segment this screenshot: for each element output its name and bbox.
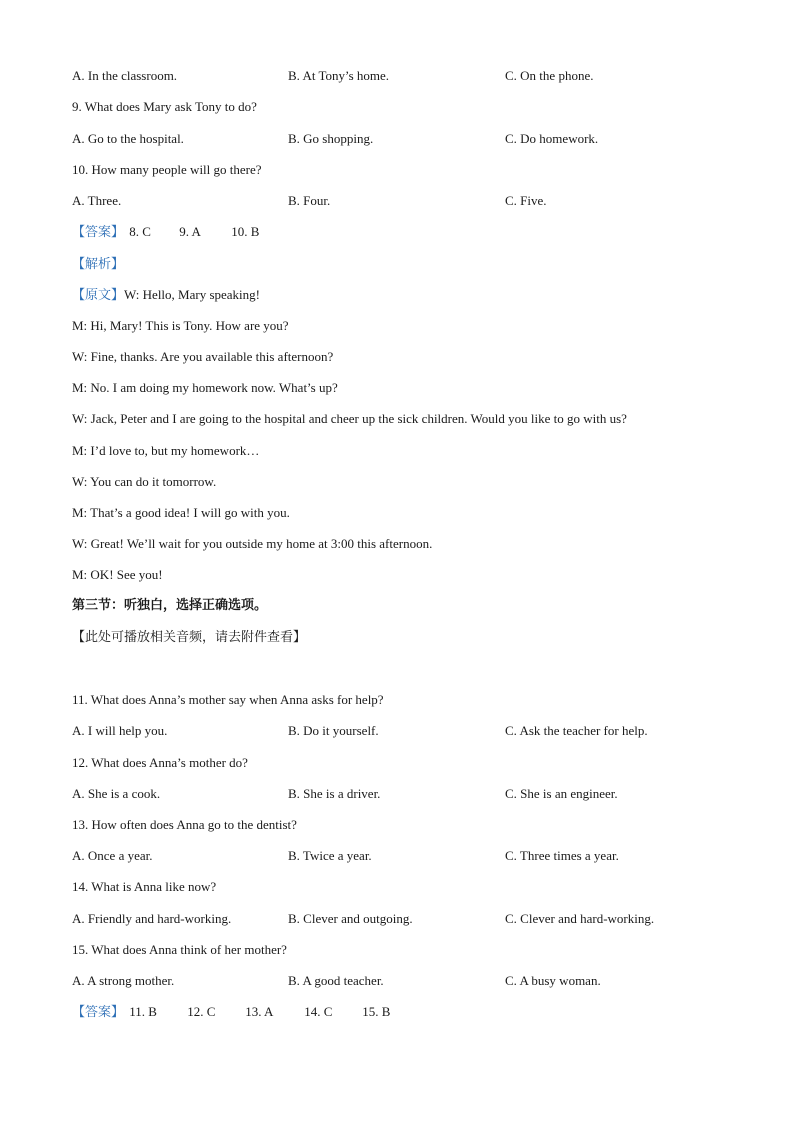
q14-option-c: C. Clever and hard-working. xyxy=(505,911,655,926)
q12-question: 12. What does Anna’s mother do? xyxy=(72,755,248,770)
answer-item: 10. B xyxy=(231,224,260,239)
q15-option-c: C. A busy woman. xyxy=(505,973,601,988)
q11-question: 11. What does Anna’s mother say when Anna asks for help? xyxy=(72,692,384,707)
q13-option-b: B. Twice a year. xyxy=(288,848,372,863)
answer-item: 8. C xyxy=(129,224,151,239)
q11-option-b: B. Do it yourself. xyxy=(288,723,379,738)
answer-item: 12. C xyxy=(187,1004,216,1019)
transcript-line: M: OK! See you! xyxy=(72,567,163,582)
transcript-line: M: That’s a good idea! I will go with you. xyxy=(72,505,290,520)
q9-option-a: A. Go to the hospital. xyxy=(72,131,184,146)
transcript-text: W: Hello, Mary speaking! xyxy=(124,287,260,302)
q11-option-a: A. I will help you. xyxy=(72,723,168,738)
q15-option-b: B. A good teacher. xyxy=(288,973,384,988)
transcript-line: W: You can do it tomorrow. xyxy=(72,474,217,489)
q10-option-c: C. Five. xyxy=(505,193,547,208)
q10-option-b: B. Four. xyxy=(288,193,331,208)
analysis-label: 【解析】 xyxy=(72,257,125,272)
q8-option-b: B. At Tony’s home. xyxy=(288,68,390,83)
q13-option-a: A. Once a year. xyxy=(72,848,153,863)
q14-option-b: B. Clever and outgoing. xyxy=(288,911,413,926)
q10-question: 10. How many people will go there? xyxy=(72,162,262,177)
transcript-first-line xyxy=(72,287,260,304)
transcript-line: M: Hi, Mary! This is Tony. How are you? xyxy=(72,318,289,333)
answer-label: 【答案】 xyxy=(72,1005,125,1020)
q10-option-a: A. Three. xyxy=(72,193,122,208)
answer-item: 15. B xyxy=(362,1004,391,1019)
transcript-line: W: Great! We’ll wait for you outside my home at 3:00 this afternoon. xyxy=(72,536,433,551)
answer-item: 14. C xyxy=(304,1004,333,1019)
transcript-label: 【原文】 xyxy=(72,288,125,303)
q9-option-c: C. Do homework. xyxy=(505,131,599,146)
q13-question: 13. How often does Anna go to the dentist? xyxy=(72,817,297,832)
section3-title: 第三节：听独白，选择正确选项。 xyxy=(72,598,268,613)
q14-option-a: A. Friendly and hard-working. xyxy=(72,911,232,926)
q14-question: 14. What is Anna like now? xyxy=(72,879,217,894)
q11-option-c: C. Ask the teacher for help. xyxy=(505,723,648,738)
audio-note: 【此处可播放相关音频，请去附件查看】 xyxy=(72,630,307,645)
answer-line-2 xyxy=(72,1004,390,1021)
answer-item: 11. B xyxy=(129,1004,157,1019)
q15-option-a: A. A strong mother. xyxy=(72,973,175,988)
transcript-line: M: No. I am doing my homework now. What’s up? xyxy=(72,380,338,395)
answer-item: 9. A xyxy=(179,224,201,239)
q12-option-a: A. She is a cook. xyxy=(72,786,161,801)
transcript-line: W: Jack, Peter and I are going to the hospital and cheer up the sick children. Would you like to go with us? xyxy=(72,411,627,426)
q8-option-c: C. On the phone. xyxy=(505,68,594,83)
q9-question: 9. What does Mary ask Tony to do? xyxy=(72,99,257,114)
q8-option-a: A. In the classroom. xyxy=(72,68,178,83)
answer-label: 【答案】 xyxy=(72,225,125,240)
answer-line-1 xyxy=(72,224,259,241)
answer-item: 13. A xyxy=(245,1004,274,1019)
q12-option-c: C. She is an engineer. xyxy=(505,786,618,801)
q12-option-b: B. She is a driver. xyxy=(288,786,381,801)
q15-question: 15. What does Anna think of her mother? xyxy=(72,942,287,957)
q9-option-b: B. Go shopping. xyxy=(288,131,374,146)
q13-option-c: C. Three times a year. xyxy=(505,848,619,863)
transcript-line: M: I’d love to, but my homework… xyxy=(72,443,260,458)
transcript-line: W: Fine, thanks. Are you available this afternoon? xyxy=(72,349,334,364)
